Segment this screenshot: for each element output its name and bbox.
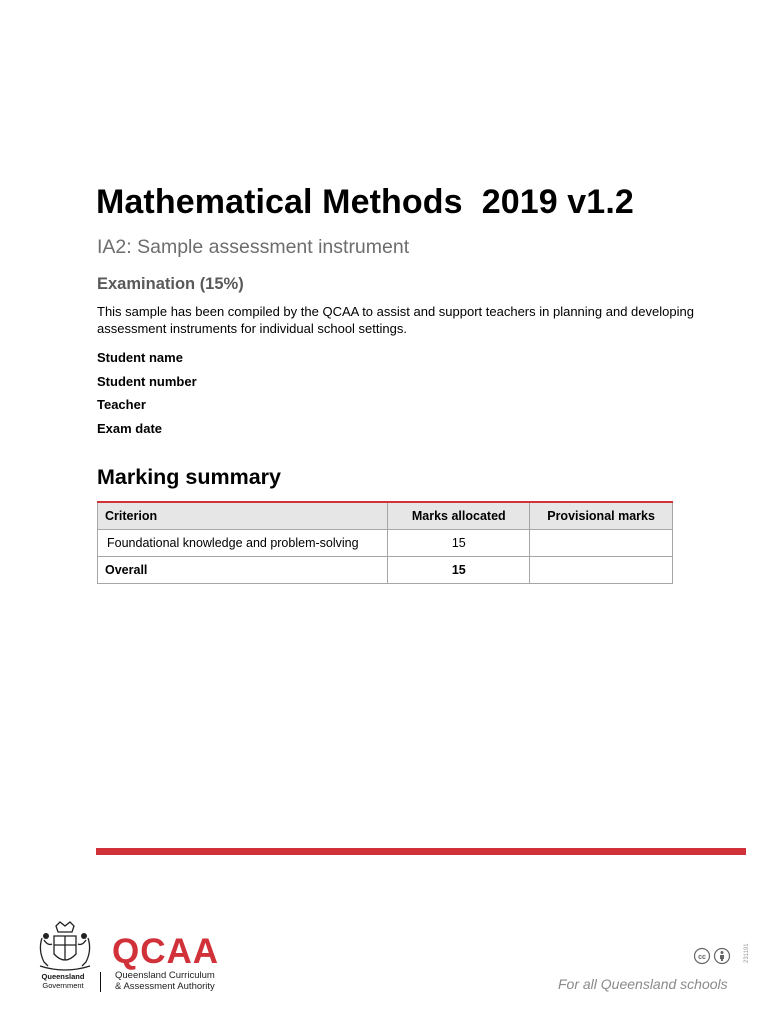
document-title: Mathematical Methods 2019 v1.2 xyxy=(96,183,634,221)
qcaa-line-1: Queensland Curriculum xyxy=(115,970,215,981)
table-row xyxy=(98,530,673,557)
overall-marks-cell: 15 xyxy=(388,557,530,584)
document-subtitle: IA2: Sample assessment instrument xyxy=(97,236,410,258)
qg-line-1: Queensland xyxy=(41,972,85,981)
qcaa-full-name xyxy=(115,970,215,992)
intro-paragraph: This sample has been compiled by the QCAA to assist and support teachers in planning and developing assessment instruments for individual school settings. xyxy=(97,304,694,336)
criterion-cell: Foundational knowledge and problem-solving xyxy=(98,530,388,557)
overall-label-cell: Overall xyxy=(98,557,388,584)
column-header-criterion: Criterion xyxy=(98,502,388,530)
qcaa-logo: QCAA xyxy=(112,932,220,971)
footer-tagline: For all Queensland schools xyxy=(558,976,728,992)
qcaa-line-2: & Assessment Authority xyxy=(115,981,215,992)
creative-commons-icon xyxy=(693,947,733,965)
exam-date-label: Exam date xyxy=(97,421,163,436)
marks-allocated-cell: 15 xyxy=(388,530,530,557)
column-header-marks-allocated: Marks allocated xyxy=(388,502,530,530)
student-number-label: Student number xyxy=(97,374,197,389)
marking-summary-heading: Marking summary xyxy=(97,465,282,489)
table-row-overall xyxy=(98,557,673,584)
teacher-label: Teacher xyxy=(97,397,146,412)
student-name-label: Student name xyxy=(97,350,183,365)
marking-summary-table xyxy=(97,501,673,584)
provisional-marks-cell[interactable] xyxy=(530,530,673,557)
queensland-government-text xyxy=(33,972,93,990)
table-header-row xyxy=(98,502,673,530)
column-header-provisional-marks: Provisional marks xyxy=(530,502,673,530)
overall-provisional-cell[interactable] xyxy=(530,557,673,584)
exam-heading: Examination (15%) xyxy=(97,275,244,293)
qg-line-2: Government xyxy=(42,981,84,990)
footer-red-bar xyxy=(96,848,746,855)
logo-divider xyxy=(100,972,101,992)
document-code: 231191 xyxy=(744,943,750,963)
cc-label: cc xyxy=(698,954,706,961)
